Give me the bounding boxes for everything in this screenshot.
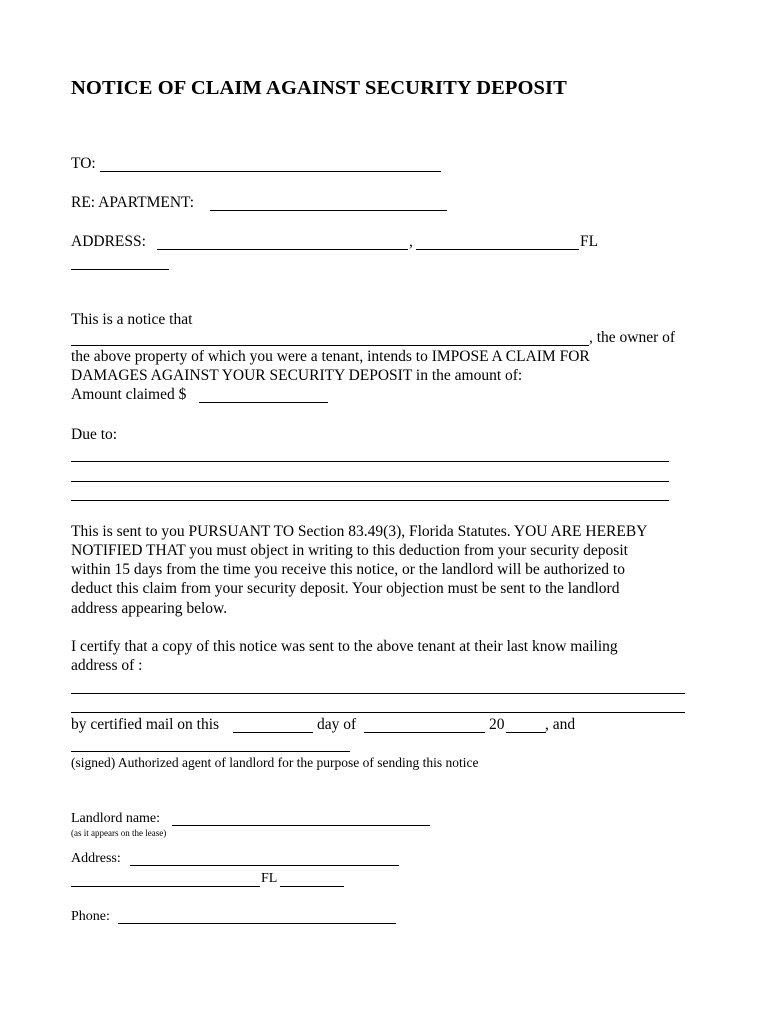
landlord-address-field[interactable] <box>130 865 399 866</box>
mail-and-label: , and <box>545 716 576 733</box>
signed-caption: (signed) Authorized agent of landlord for the purpose of sending this notice <box>71 755 479 770</box>
signature-field[interactable] <box>71 751 350 752</box>
landlord-name-label: Landlord name: <box>71 811 161 826</box>
mailing-address-line-1[interactable] <box>71 693 685 694</box>
apartment-field[interactable] <box>210 210 447 211</box>
mail-day-of-label: day of <box>317 716 357 733</box>
address-city-field[interactable] <box>416 249 579 250</box>
notice-intro: This is a notice that <box>71 311 193 328</box>
statute-line-1: This is sent to you PURSUANT TO Section 83.49(3), Florida Statutes. YOU ARE HEREBY <box>71 523 648 540</box>
due-to-label: Due to: <box>71 426 118 443</box>
statute-line-2: NOTIFIED THAT you must object in writing to this deduction from your security deposit <box>71 542 628 559</box>
notice-line-3: DAMAGES AGAINST YOUR SECURITY DEPOSIT in the amount of: <box>71 367 523 384</box>
address-state-label: FL <box>580 233 599 250</box>
owner-suffix: , the owner of <box>589 329 676 346</box>
to-field[interactable] <box>100 171 441 172</box>
landlord-name-field[interactable] <box>172 825 430 826</box>
certify-line-1: I certify that a copy of this notice was sent to the above tenant at their last know mailing <box>71 638 618 655</box>
mail-by-label: by certified mail on this <box>71 716 220 733</box>
landlord-name-note: (as it appears on the lease) <box>71 828 167 838</box>
mail-month-field[interactable] <box>364 732 485 733</box>
address-comma: , <box>409 233 413 250</box>
amount-field[interactable] <box>199 402 328 403</box>
statute-line-5: address appearing below. <box>71 600 228 617</box>
landlord-state-label: FL <box>261 871 278 886</box>
apartment-label: RE: APARTMENT: <box>71 194 195 211</box>
statute-line-4: deduct this claim from your security deposit. Your objection must be sent to the landlord <box>71 580 620 597</box>
to-label: TO: <box>71 155 96 172</box>
address-zip-field[interactable] <box>71 269 169 270</box>
certify-line-2: address of : <box>71 657 143 674</box>
due-to-line-3[interactable] <box>71 500 669 501</box>
due-to-line-1[interactable] <box>71 461 669 462</box>
mail-year-field[interactable] <box>506 732 546 733</box>
address-label: ADDRESS: <box>71 233 146 250</box>
mail-year-label: 20 <box>489 716 505 733</box>
notice-line-2: the above property of which you were a tenant, intends to IMPOSE A CLAIM FOR <box>71 348 590 365</box>
owner-name-field[interactable] <box>71 345 589 346</box>
landlord-address-label: Address: <box>71 851 121 866</box>
phone-label: Phone: <box>71 909 110 924</box>
landlord-city-field[interactable] <box>71 886 260 887</box>
amount-label: Amount claimed $ <box>71 386 187 403</box>
mailing-address-line-2[interactable] <box>71 712 685 713</box>
statute-line-3: within 15 days from the time you receive this notice, or the landlord will be authorized to <box>71 561 625 578</box>
form-title: NOTICE OF CLAIM AGAINST SECURITY DEPOSIT <box>71 77 567 99</box>
phone-field[interactable] <box>118 923 396 924</box>
mail-day-field[interactable] <box>233 732 313 733</box>
address-street-field[interactable] <box>157 249 408 250</box>
landlord-zip-field[interactable] <box>280 886 344 887</box>
due-to-line-2[interactable] <box>71 481 669 482</box>
